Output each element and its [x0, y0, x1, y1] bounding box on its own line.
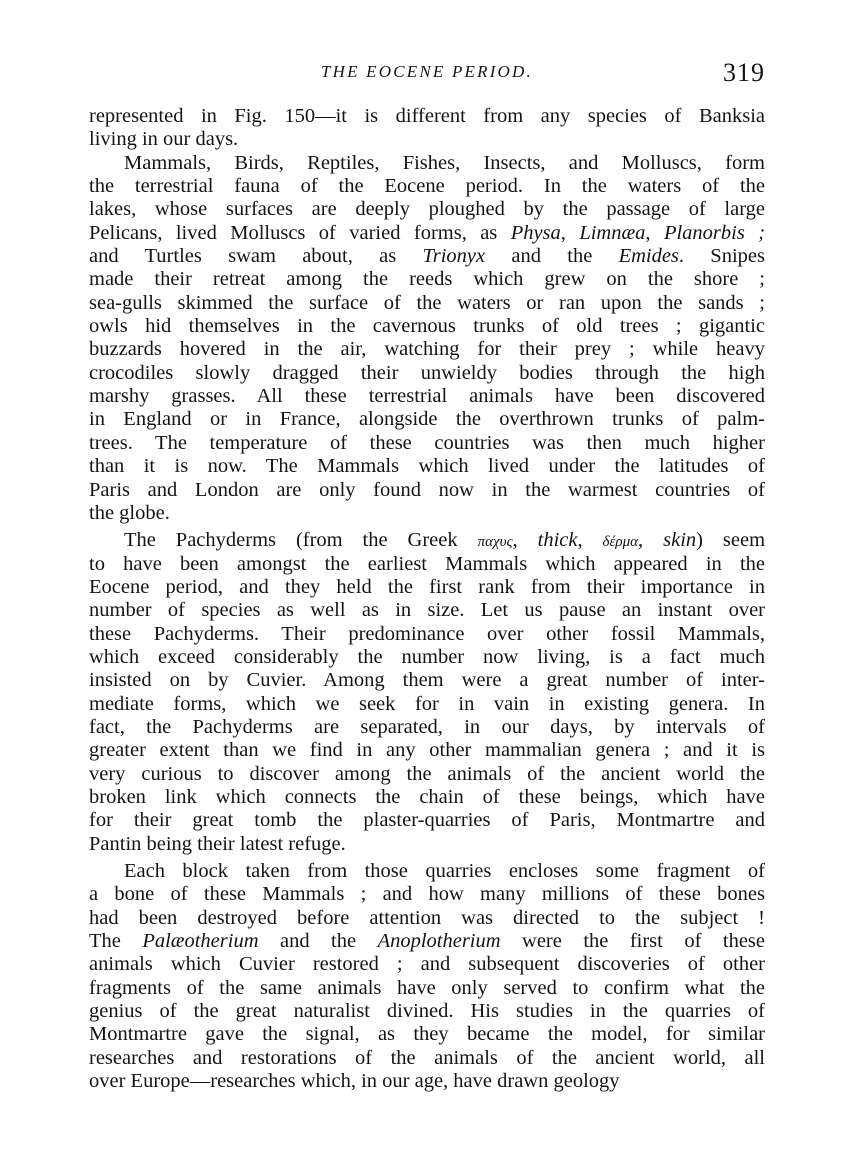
text-segment: than it is now. The Mammals which lived under the latitudes of — [89, 455, 765, 478]
text-line — [89, 599, 765, 622]
text-line — [89, 1047, 765, 1070]
page-number: 319 — [723, 58, 765, 87]
text-line — [89, 669, 765, 692]
text-line — [89, 385, 765, 408]
italic-text: Physa — [510, 221, 561, 244]
text-segment: over Europe—researches which, in our age, have drawn geology — [89, 1070, 620, 1093]
text-segment: mediate forms, which we seek for in vain in existing genera. In — [89, 692, 765, 715]
text-segment: . Snipes — [678, 245, 765, 268]
text-line — [89, 198, 765, 221]
italic-text: skin — [663, 529, 697, 552]
text-segment: , — [577, 529, 603, 552]
text-line — [89, 315, 765, 338]
text-line — [89, 786, 765, 809]
text-line — [89, 977, 765, 1000]
running-head — [89, 58, 765, 90]
text-segment: very curious to discover among the animals of the ancient world the — [89, 762, 765, 785]
text-line — [89, 338, 765, 361]
text-line — [89, 128, 765, 151]
text-segment: buzzards hovered in the air, watching for their prey ; while heavy — [89, 338, 765, 361]
text-segment: Mammals, Birds, Reptiles, Fishes, Insects, and Molluscs, form — [124, 151, 765, 174]
text-line — [89, 576, 765, 599]
text-line — [89, 953, 765, 976]
text-segment: owls hid themselves in the cavernous trunks of old trees ; gigantic — [89, 315, 765, 338]
text-segment: Eocene period, and they held the first rank from their importance in — [89, 575, 765, 598]
italic-text: Palæotherium — [142, 930, 259, 953]
text-segment: , — [512, 529, 538, 552]
text-line — [89, 432, 765, 455]
text-segment: Montmartre gave the signal, as they became the model, for similar — [89, 1023, 765, 1046]
text-line — [89, 268, 765, 291]
text-segment: animals which Cuvier restored ; and subsequent discoveries of other — [89, 953, 765, 976]
text-segment: , — [638, 529, 664, 552]
text-segment: greater extent than we find in any other mammalian genera ; and it is — [89, 739, 765, 762]
text-line — [89, 1070, 765, 1093]
text-line — [89, 716, 765, 739]
text-line — [89, 408, 765, 431]
text-segment: , — [560, 221, 580, 244]
italic-text: Anoplotherium — [377, 930, 501, 953]
text-segment: Pantin being their latest refuge. — [89, 832, 346, 855]
text-segment: which exceed considerably the number now living, is a fact much — [89, 645, 765, 668]
text-line — [89, 763, 765, 786]
text-segment: , — [645, 221, 664, 244]
text-segment: crocodiles slowly dragged their unwieldy bodies through the high — [89, 361, 765, 384]
text-segment: The Pachyderms (from the Greek — [124, 529, 478, 552]
text-segment: made their retreat among the reeds which grew on the shore ; — [89, 268, 765, 291]
text-line — [89, 455, 765, 478]
text-line — [89, 1023, 765, 1046]
body-text — [89, 105, 765, 1093]
text-segment: Pelicans, lived Molluscs of varied forms, as — [89, 221, 511, 244]
text-line — [89, 930, 765, 953]
text-segment: the globe. — [89, 501, 170, 524]
italic-text: Limnæa — [579, 221, 646, 244]
text-segment: fact, the Pachyderms are separated, in our days, by intervals of — [89, 715, 765, 738]
text-segment: lakes, whose surfaces are deeply ploughed by the passage of large — [89, 198, 765, 221]
text-segment: The — [89, 930, 143, 953]
text-line — [89, 693, 765, 716]
italic-text: thick — [537, 529, 578, 552]
text-segment: marshy grasses. All these terrestrial animals have been discovered — [89, 385, 765, 408]
text-segment: and the — [258, 930, 378, 953]
text-segment: and Turtles swam about, as — [89, 245, 423, 268]
text-line — [89, 362, 765, 385]
text-line — [89, 623, 765, 646]
text-segment: researches and restorations of the animals of the ancient world, all — [89, 1046, 765, 1069]
text-line — [89, 175, 765, 198]
italic-text: Planorbis ; — [663, 221, 766, 244]
text-line — [89, 553, 765, 576]
text-line — [89, 222, 765, 245]
text-segment: number of species as well as in size. Let us pause an instant over — [89, 599, 765, 622]
greek-word: δέρμα — [602, 534, 639, 551]
text-segment: genius of the great naturalist divined. His studies in the quarries of — [89, 1000, 765, 1023]
running-title: THE EOCENE PERIOD. — [321, 62, 533, 81]
italic-text: Trionyx — [422, 245, 486, 268]
text-segment: were the first of these — [500, 930, 765, 953]
text-segment: insisted on by Cuvier. Among them were a great number of inter- — [89, 669, 765, 692]
text-segment: trees. The temperature of these countries was then much higher — [89, 431, 765, 454]
italic-text: Emides — [618, 245, 679, 268]
text-line — [89, 739, 765, 762]
text-segment: represented in Fig. 150—it is different from any species of Banksia — [89, 105, 765, 127]
text-segment: these Pachyderms. Their predominance over other fossil Mammals, — [89, 622, 765, 645]
text-segment: the terrestrial fauna of the Eocene period. In the waters of the — [89, 175, 765, 198]
text-segment: to have been amongst the earliest Mammals which appeared in the — [89, 552, 765, 575]
text-line — [89, 105, 765, 128]
text-line — [89, 245, 765, 268]
text-line — [89, 883, 765, 906]
text-line — [89, 502, 765, 525]
text-line — [89, 833, 765, 856]
text-line — [89, 152, 765, 175]
text-line — [89, 809, 765, 832]
text-segment: Paris and London are only found now in the warmest countries of — [89, 478, 765, 501]
text-segment: had been destroyed before attention was directed to the subject ! — [89, 906, 765, 929]
text-segment: Each block taken from those quarries encloses some fragment of — [124, 860, 765, 882]
text-segment: for their great tomb the plaster-quarries of Paris, Montmartre and — [89, 809, 765, 832]
text-segment: broken link which connects the chain of these beings, which have — [89, 785, 765, 808]
greek-word: παχυς — [477, 534, 513, 551]
text-segment: a bone of these Mammals ; and how many millions of these bones — [89, 883, 765, 906]
text-line — [89, 529, 765, 552]
text-line — [89, 646, 765, 669]
text-segment: and the — [485, 245, 619, 268]
text-line — [89, 1000, 765, 1023]
text-line — [89, 292, 765, 315]
text-segment: sea-gulls skimmed the surface of the waters or ran upon the sands ; — [89, 291, 765, 314]
text-line — [89, 479, 765, 502]
text-line — [89, 907, 765, 930]
text-line — [89, 860, 765, 883]
text-segment: in England or in France, alongside the overthrown trunks of palm- — [89, 408, 765, 431]
text-segment: living in our days. — [89, 128, 239, 151]
text-segment: fragments of the same animals have only served to confirm what the — [89, 976, 765, 999]
text-segment: ) seem — [696, 529, 766, 552]
